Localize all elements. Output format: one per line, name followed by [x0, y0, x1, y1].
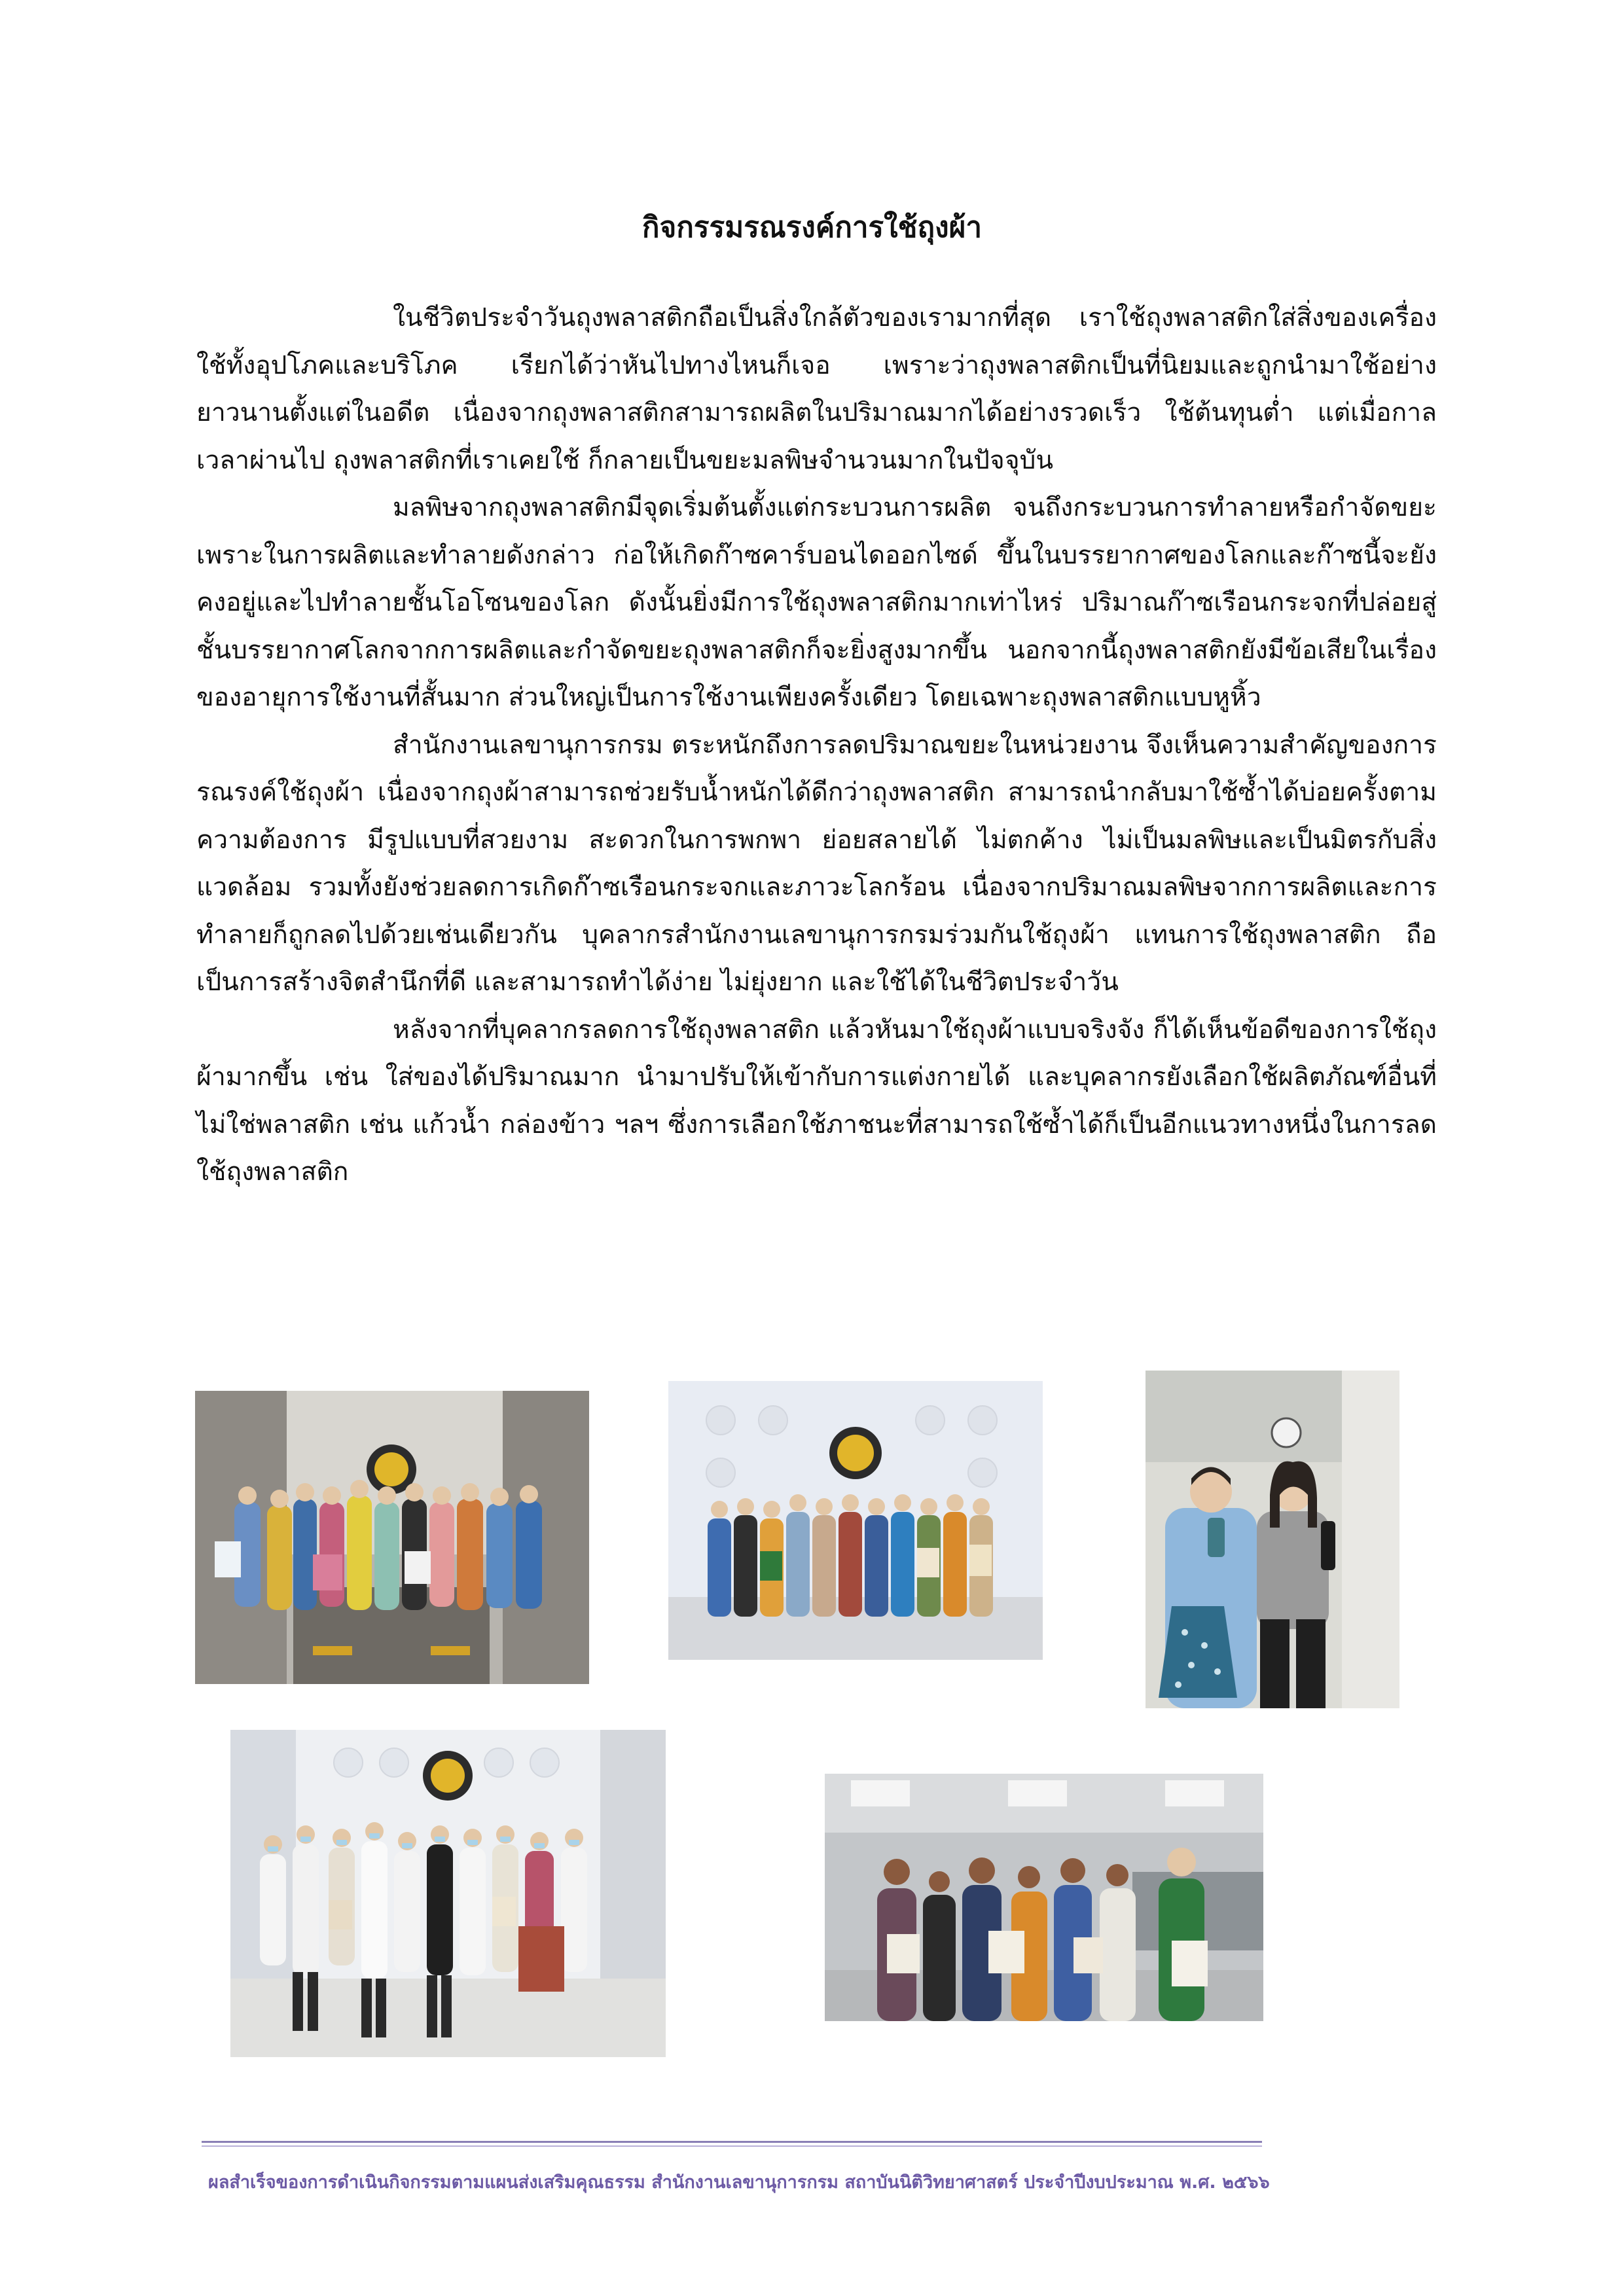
photo-group-elevator-lobby	[195, 1391, 589, 1684]
paragraph-1: ในชีวิตประจำวันถุงพลาสติกถือเป็นสิ่งใกล้ตัวของเรามากที่สุด เราใช้ถุงพลาสติกใส่สิ่งของเครื่องใช้ทั้งอุปโภคและบริโภค เรียกได้ว่าหันไปทางไหนก็เจอ เพราะว่าถุงพลาสติกเป็นที่นิยมและถูกนำมาใช้อย่างยาวนานตั้งแต่ในอดีต เนื่องจากถุงพลาสติกสามารถผลิตในปริมาณมากได้อย่างรวดเร็ว ใช้ต้นทุนต่ำ แต่เมื่อกาลเวลาผ่านไป ถุงพลาสติกที่เราเคยใช้ ก็กลายเป็นขยะมลพิษจำนวนมากในปัจจุบัน	[196, 303, 1437, 475]
footer-rule-thin	[202, 2145, 1262, 2147]
photo-group-emblem-wall	[668, 1381, 1043, 1660]
photo-group-office-bags	[825, 1774, 1263, 2021]
paragraph-2: มลพิษจากถุงพลาสติกมีจุดเริ่มต้นตั้งแต่กระบวนการผลิต จนถึงกระบวนการทำลายหรือกำจัดขยะ เพราะในการผลิตและทำลายดังกล่าว ก่อให้เกิดก๊าซคาร์บอนไดออกไซด์ ขึ้นในบรรยากาศของโลกและก๊าซนี้จะยังคงอยู่และไปทำลายชั้นโอโซนของโลก ดังนั้นยิ่งมีการใช้ถุงพลาสติกมากเท่าไหร่ ปริมาณก๊าซเรือนกระจกที่ปล่อยสู่ชั้นบรรยากาศโลกจากการผลิตและกำจัดขยะถุงพลาสติกก็จะยิ่งสูงมากขึ้น นอกจากนี้ถุงพลาสติกยังมีข้อเสียในเรื่องของอายุการใช้งานที่สั้นมาก ส่วนใหญ่เป็นการใช้งานเพียงครั้งเดียว โดยเฉพาะถุงพลาสติกแบบหูหิ้ว	[196, 493, 1437, 712]
paragraph-3: สำนักงานเลขานุการกรม ตระหนักถึงการลดปริมาณขยะในหน่วยงาน จึงเห็นความสำคัญของการรณรงค์ใช้ถุงผ้า เนื่องจากถุงผ้าสามารถช่วยรับน้ำหนักได้ดีกว่าถุงพลาสติก สามารถนำกลับมาใช้ซ้ำได้บ่อยครั้งตามความต้องการ มีรูปแบบที่สวยงาม สะดวกในการพกพา ย่อยสลายได้ ไม่ตกค้าง ไม่เป็นมลพิษและเป็นมิตรกับสิ่งแวดล้อม รวมทั้งยังช่วยลดการเกิดก๊าซเรือนกระจกและภาวะโลกร้อน เนื่องจากปริมาณมลพิษจากการผลิตและการทำลายก็ถูกลดไปด้วยเช่นเดียวกัน บุคลากรสำนักงานเลขานุการกรมร่วมกันใช้ถุงผ้า แทนการใช้ถุงพลาสติก ถือเป็นการสร้างจิตสำนึกที่ดี และสามารถทำได้ง่าย ไม่ยุ่งยาก และใช้ได้ในชีวิตประจำวัน	[196, 730, 1437, 997]
body-text	[196, 295, 1437, 1196]
paragraph-4: หลังจากที่บุคลากรลดการใช้ถุงพลาสติก แล้วหันมาใช้ถุงผ้าแบบจริงจัง ก็ได้เห็นข้อดีของการใช้ถุงผ้ามากขึ้น เช่น ใส่ของได้ปริมาณมาก นำมาปรับให้เข้ากับการแต่งกายได้ และบุคลากรยังเลือกใช้ผลิตภัณฑ์อื่นที่ไม่ใช่พลาสติก เช่น แก้วน้ำ กล่องข้าว ฯลฯ ซึ่งการเลือกใช้ภาชนะที่สามารถใช้ซ้ำได้ก็เป็นอีกแนวทางหนึ่งในการลดใช้ถุงพลาสติก	[196, 1014, 1437, 1187]
page-title: กิจกรรมรณรงค์การใช้ถุงผ้า	[641, 211, 983, 244]
page-footer: ผลสำเร็จของการดำเนินกิจกรรมตามแผนส่งเสริมคุณธรรม สำนักงานเลขานุการกรม สถาบันนิติวิทยาศาสตร์ ประจำปีงบประมาณ พ.ศ. ๒๕๖๖	[208, 2172, 1270, 2193]
footer-rule	[202, 2141, 1262, 2143]
photo-group-masks	[230, 1730, 666, 2057]
photo-two-women-office	[1146, 1371, 1399, 1708]
